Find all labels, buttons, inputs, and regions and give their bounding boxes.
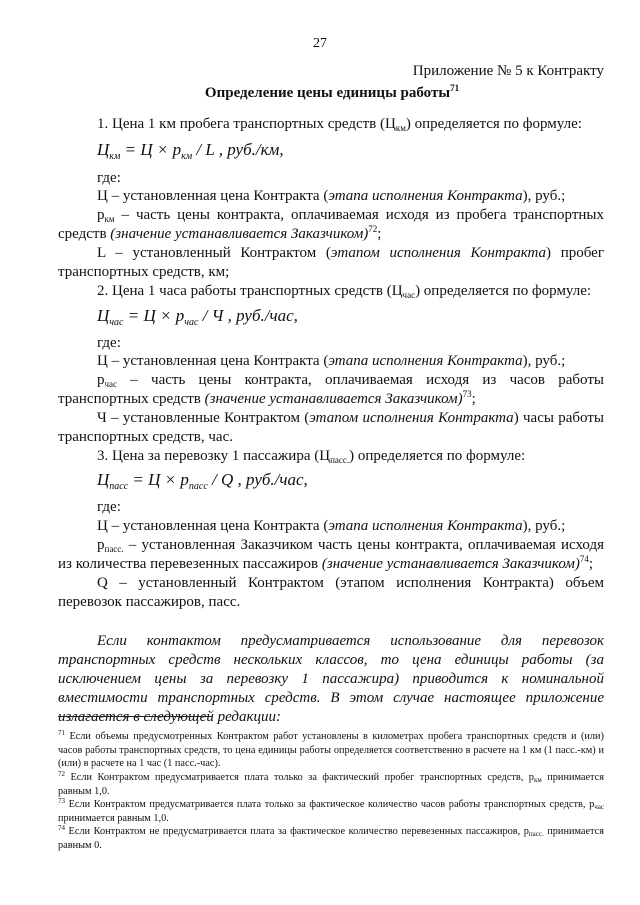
s2-p-line1 — [97, 371, 604, 390]
s3-p-line1 — [97, 536, 604, 555]
s1-heading — [97, 115, 582, 134]
formula-pass-b: = Ц × p — [128, 470, 189, 489]
s1-l-em: этапом исполнения Контракта — [330, 245, 547, 261]
s1-p-line2 — [58, 225, 381, 244]
s3-price-def-pre: Ц – установленная цена Контракта ( — [97, 518, 329, 534]
footnote-72-sub: км — [533, 776, 542, 784]
s2-p-sub: час — [104, 379, 118, 389]
formula-pass-c: / Q , руб./час, — [207, 470, 308, 489]
footnote-ref-74: 74 — [579, 554, 589, 564]
footnote-74-sub: пасс. — [528, 830, 544, 838]
s1-p-sub: км — [104, 214, 115, 224]
footnote-separator — [58, 716, 213, 717]
s2-h-post: ) часы работы — [513, 410, 604, 426]
s3-p2-em: (значение устанавливается Заказчиком) — [321, 556, 580, 572]
s3-p2-post: ; — [588, 556, 593, 572]
s3-heading-pre: 3. Цена за перевозку 1 пассажира (Ц — [97, 448, 331, 464]
s3-heading — [97, 447, 525, 466]
formula-hour-b: = Ц × p — [123, 306, 185, 325]
footnote-74-pre: Если Контрактом не предусматривается плата за фактическое количество перевезенных пассажиров, p — [65, 826, 529, 837]
s3-p2-pre: из количества перевезенных пассажиров — [58, 556, 322, 572]
s1-l-line1 — [97, 244, 604, 263]
s1-l-post: ) пробег — [546, 245, 604, 261]
s1-heading-sub: км — [395, 123, 406, 133]
s3-price-def-em: этапа исполнения Контракта — [328, 518, 523, 534]
s2-p2-em: (значение устанавливается Заказчиком) — [204, 391, 463, 407]
page-number: 27 — [313, 36, 327, 51]
note-line-1: Если контактом предусматривается использование для перевозок — [97, 633, 604, 649]
s2-h-line1 — [97, 409, 604, 428]
s1-price-def-pre: Ц – установленная цена Контракта ( — [97, 188, 329, 204]
formula-km-a: Ц — [97, 140, 110, 159]
s3-where: где: — [97, 499, 121, 515]
s2-p-line2 — [58, 390, 476, 409]
s2-where: где: — [97, 335, 121, 351]
s2-p2-pre: транспортных средств — [58, 391, 205, 407]
s2-heading — [97, 282, 591, 301]
formula-hour-a: Ц — [97, 306, 110, 325]
s2-price-def — [97, 352, 565, 371]
s1-price-def — [97, 187, 565, 206]
s1-l-pre: L – установленный Контрактом ( — [97, 245, 331, 261]
footnote-72-num: 72 — [58, 770, 65, 778]
note-line-4: вместимости транспортных средств. В этом случае настоящее приложение — [58, 690, 604, 706]
s2-price-def-post: ), руб.; — [522, 353, 566, 369]
s2-price-def-em: этапа исполнения Контракта — [328, 353, 523, 369]
s3-p-text: – установленная Заказчиком часть цены контракта, оплачиваемая исходя — [123, 537, 604, 553]
s1-p2-pre: средств — [58, 226, 111, 242]
formula-pass-b-sub: пасс — [188, 481, 208, 492]
s1-p2-post: ; — [377, 226, 382, 242]
s2-heading-sub: час — [402, 290, 416, 300]
s3-p-sub: пасс. — [104, 544, 124, 554]
formula-km — [97, 140, 284, 162]
footnote-73-sub: час — [594, 803, 604, 811]
s2-p2-post: ; — [471, 391, 476, 407]
s3-heading-sub: пасс. — [330, 455, 350, 465]
footnote-ref-73: 73 — [462, 389, 472, 399]
s1-p2-em: (значение устанавливается Заказчиком) — [110, 226, 369, 242]
formula-hour-c: / Ч , руб./час, — [198, 306, 298, 325]
footnote-72 — [58, 771, 604, 798]
formula-km-a-sub: км — [109, 151, 121, 162]
s2-p-symbol: p — [97, 372, 105, 388]
formula-pass — [97, 470, 308, 492]
title-text: Определение цены единицы работы — [204, 85, 451, 101]
s1-price-def-post: ), руб.; — [522, 188, 566, 204]
formula-km-b: = Ц × p — [120, 140, 182, 159]
s2-heading-post: ) определяется по формуле: — [415, 283, 592, 299]
s2-h-pre: Ч – установленные Контрактом ( — [97, 410, 310, 426]
s1-heading-pre: 1. Цена 1 км пробега транспортных средств (Ц — [97, 116, 396, 132]
note-line-3: исключением цены за перевозку 1 пассажира) приводится к номинальной — [58, 671, 604, 687]
s1-l-line2: транспортных средств, км; — [58, 264, 230, 280]
s1-p-line1 — [97, 206, 604, 225]
note-line-2: транспортных средств нескольких классов, то цена единицы работы (за — [58, 652, 604, 668]
page-title — [0, 85, 640, 102]
formula-pass-a: Ц — [97, 470, 110, 489]
s2-heading-pre: 2. Цена 1 часа работы транспортных средств (Ц — [97, 283, 403, 299]
footnote-71-text: Если объемы предусмотренных Контрактом работ установлены в километрах пробега транспортных средств и (или) часов работы транспортных средств, то цена единицы работы определяется соответственно в расчете на 1 км (1 пасс.-км) и (или) в расчете на 1 час (1 пасс.-час). — [58, 731, 604, 769]
footnote-73-post: принимается равным 1,0. — [58, 812, 169, 824]
s3-p-symbol: p — [97, 537, 105, 553]
s1-where: где: — [97, 170, 121, 186]
footnote-74-num: 74 — [58, 824, 65, 832]
s1-p-symbol: p — [97, 207, 105, 223]
formula-km-b-sub: км — [181, 151, 193, 162]
formula-hour-a-sub: час — [109, 317, 124, 328]
s3-price-def-post: ), руб.; — [522, 518, 566, 534]
s3-q-line2: перевозок пассажиров, пасс. — [58, 594, 241, 610]
footnote-71 — [58, 730, 604, 771]
s3-q-line1: Q – установленный Контрактом (этапом исполнения Контракта) объем — [97, 575, 604, 591]
formula-hour — [97, 306, 298, 328]
s2-h-line2: транспортных средств, час. — [58, 429, 233, 445]
s1-p-text: – часть цены контракта, оплачиваемая исходя из пробега транспортных — [114, 207, 604, 223]
footnote-73-pre: Если Контрактом предусматривается плата только за фактическое количество часов работы транспортных средств, p — [65, 799, 595, 810]
s1-price-def-em: этапа исполнения Контракта — [328, 188, 523, 204]
s3-price-def — [97, 517, 565, 536]
footnote-72-post: принимается равным 1,0. — [58, 772, 604, 797]
footnote-74 — [58, 825, 604, 852]
footnote-72-pre: Если Контрактом предусматривается плата только за фактический пробег транспортных средств, p — [65, 772, 534, 783]
s2-p-text: – часть цены контракта, оплачиваемая исходя из часов работы — [117, 372, 604, 388]
footnote-ref-72: 72 — [368, 224, 378, 234]
s1-heading-post: ) определяется по формуле: — [405, 116, 582, 132]
s2-price-def-pre: Ц – установленная цена Контракта ( — [97, 353, 329, 369]
note-line-5: излагается в следующей редакции: — [58, 709, 281, 725]
formula-km-c: / L , руб./км, — [192, 140, 284, 159]
formula-pass-a-sub: пасс — [109, 481, 129, 492]
s3-heading-post: ) определяется по формуле: — [349, 448, 526, 464]
footnote-73-num: 73 — [58, 797, 65, 805]
appendix-label: Приложение № 5 к Контракту — [412, 63, 604, 79]
formula-hour-b-sub: час — [184, 317, 199, 328]
s3-p-line2 — [58, 555, 593, 574]
footnote-74-post: принимается равным 0. — [58, 826, 604, 851]
footnote-71-num: 71 — [58, 729, 65, 737]
footnote-ref-71: 71 — [450, 83, 460, 93]
s2-h-em: этапом исполнения Контракта — [309, 410, 514, 426]
footnote-73 — [58, 798, 604, 825]
